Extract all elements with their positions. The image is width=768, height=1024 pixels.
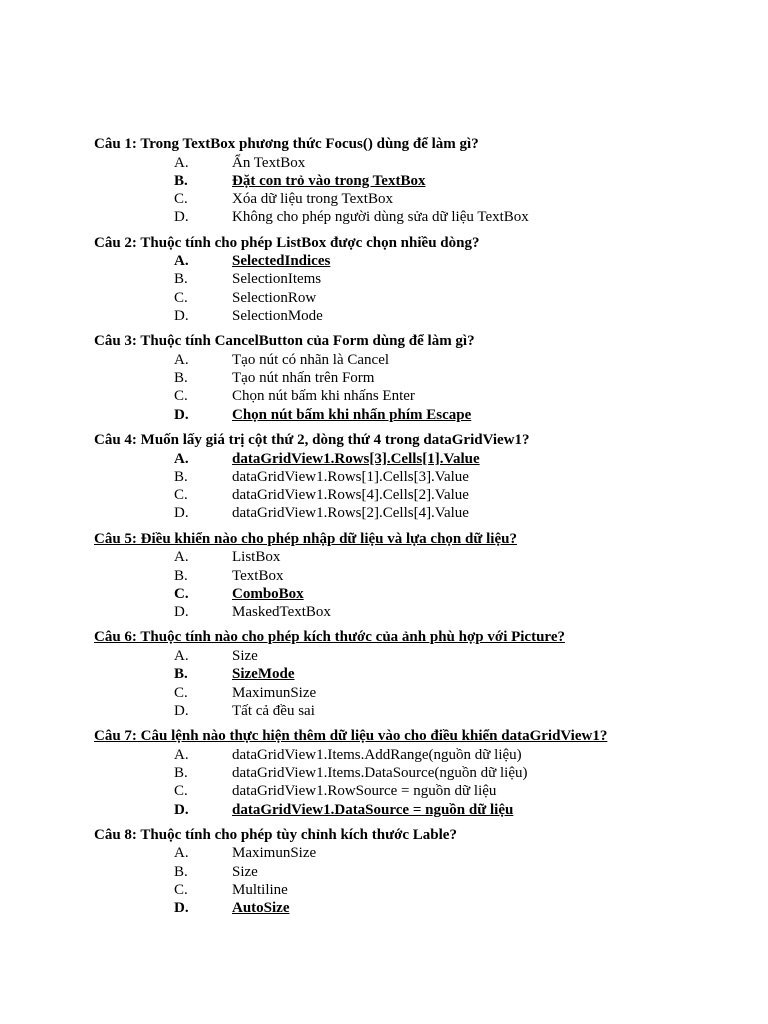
question-1 xyxy=(94,135,754,227)
option-letter: C. xyxy=(174,881,188,898)
question-title: Câu 8: Thuộc tính cho phép tùy chỉnh kích thước Lable? xyxy=(94,826,457,843)
option-text: dataGridView1.Rows[2].Cells[4].Value xyxy=(232,505,469,522)
answer-option xyxy=(94,585,754,603)
answer-option xyxy=(94,270,754,288)
option-text: dataGridView1.Items.AddRange(nguồn dữ liệu) xyxy=(232,746,522,763)
option-text: Tất cả đều sai xyxy=(232,702,315,719)
answer-option xyxy=(94,289,754,307)
question-title: Câu 6: Thuộc tính nào cho phép kích thước của ảnh phù hợp với Picture? xyxy=(94,629,565,646)
option-text: Tạo nút nhấn trên Form xyxy=(232,370,375,387)
option-text: dataGridView1.RowSource = nguồn dữ liệu xyxy=(232,783,497,800)
option-text: Chọn nút bấm khi nhấn phím Escape xyxy=(232,406,472,423)
option-text: Tạo nút có nhãn là Cancel xyxy=(232,351,390,368)
option-text: TextBox xyxy=(232,567,284,584)
option-letter: D. xyxy=(174,900,189,917)
option-letter: B. xyxy=(174,370,188,387)
option-text: SizeMode xyxy=(232,666,295,683)
answer-option xyxy=(94,548,754,566)
option-letter: A. xyxy=(174,154,189,171)
option-text: dataGridView1.Items.DataSource(nguồn dữ liệu) xyxy=(232,764,528,781)
option-letter: B. xyxy=(174,271,188,288)
option-letter: D. xyxy=(174,406,189,423)
option-letter: B. xyxy=(174,764,188,781)
option-letter: C. xyxy=(174,585,189,602)
option-letter: C. xyxy=(174,289,188,306)
option-text: MaskedTextBox xyxy=(232,604,331,621)
option-text: SelectionMode xyxy=(232,308,323,325)
option-text: SelectedIndices xyxy=(232,253,331,270)
option-letter: A. xyxy=(174,253,189,270)
option-list xyxy=(94,252,754,325)
option-text: MaximunSize xyxy=(232,684,317,701)
option-list xyxy=(94,746,754,819)
option-letter: B. xyxy=(174,567,188,584)
question-8 xyxy=(94,826,754,918)
answer-option xyxy=(94,881,754,899)
option-letter: C. xyxy=(174,487,188,504)
answer-option xyxy=(94,351,754,369)
option-letter: A. xyxy=(174,450,189,467)
option-letter: B. xyxy=(174,666,188,683)
option-text: Xóa dữ liệu trong TextBox xyxy=(232,191,393,208)
option-text: ComboBox xyxy=(232,585,304,602)
question-6 xyxy=(94,628,754,720)
option-text: dataGridView1.Rows[3].Cells[1].Value xyxy=(232,450,480,467)
option-list xyxy=(94,647,754,720)
option-text: Không cho phép người dùng sửa dữ liệu TextBox xyxy=(232,209,529,226)
question-list xyxy=(94,135,754,925)
option-text: SelectionItems xyxy=(232,271,322,288)
answer-option xyxy=(94,665,754,683)
option-letter: B. xyxy=(174,863,188,880)
answer-option xyxy=(94,486,754,504)
answer-option xyxy=(94,603,754,621)
option-letter: D. xyxy=(174,801,189,818)
answer-option xyxy=(94,208,754,226)
option-letter: D. xyxy=(174,604,189,621)
answer-option xyxy=(94,899,754,917)
option-text: dataGridView1.Rows[1].Cells[3].Value xyxy=(232,468,469,485)
option-letter: D. xyxy=(174,702,189,719)
answer-option xyxy=(94,154,754,172)
answer-option xyxy=(94,307,754,325)
question-4 xyxy=(94,431,754,523)
option-letter: B. xyxy=(174,172,188,189)
option-list xyxy=(94,548,754,621)
answer-option xyxy=(94,406,754,424)
answer-option xyxy=(94,450,754,468)
option-letter: A. xyxy=(174,549,189,566)
answer-option xyxy=(94,172,754,190)
option-letter: C. xyxy=(174,388,188,405)
answer-option xyxy=(94,647,754,665)
answer-option xyxy=(94,863,754,881)
option-letter: D. xyxy=(174,308,189,325)
answer-option xyxy=(94,252,754,270)
option-text: dataGridView1.DataSource = nguồn dữ liệu xyxy=(232,801,514,818)
option-letter: C. xyxy=(174,783,188,800)
answer-option xyxy=(94,369,754,387)
option-list xyxy=(94,450,754,523)
answer-option xyxy=(94,387,754,405)
option-text: dataGridView1.Rows[4].Cells[2].Value xyxy=(232,487,469,504)
answer-option xyxy=(94,684,754,702)
option-text: Size xyxy=(232,647,258,664)
option-text: Chọn nút bấm khi nhấns Enter xyxy=(232,388,415,405)
option-text: Size xyxy=(232,863,258,880)
answer-option xyxy=(94,782,754,800)
answer-option xyxy=(94,801,754,819)
question-5 xyxy=(94,530,754,622)
option-text: AutoSize xyxy=(232,900,290,917)
answer-option xyxy=(94,504,754,522)
question-title: Câu 3: Thuộc tính CancelButton của Form dùng để làm gì? xyxy=(94,333,475,350)
answer-option xyxy=(94,764,754,782)
option-letter: A. xyxy=(174,746,189,763)
question-2 xyxy=(94,234,754,326)
option-text: Ẩn TextBox xyxy=(232,154,306,171)
option-text: ListBox xyxy=(232,549,281,566)
option-list xyxy=(94,844,754,917)
answer-option xyxy=(94,746,754,764)
answer-option xyxy=(94,190,754,208)
option-letter: D. xyxy=(174,209,189,226)
question-title: Câu 5: Điều khiển nào cho phép nhập dữ liệu và lựa chọn dữ liệu? xyxy=(94,530,517,547)
option-letter: D. xyxy=(174,505,189,522)
option-letter: A. xyxy=(174,351,189,368)
question-3 xyxy=(94,332,754,424)
answer-option xyxy=(94,468,754,486)
answer-option xyxy=(94,567,754,585)
option-text: SelectionRow xyxy=(232,289,317,306)
answer-option xyxy=(94,702,754,720)
option-letter: B. xyxy=(174,468,188,485)
option-text: Multiline xyxy=(232,881,288,898)
option-list xyxy=(94,154,754,227)
option-letter: C. xyxy=(174,191,188,208)
answer-option xyxy=(94,844,754,862)
question-7 xyxy=(94,727,754,819)
option-list xyxy=(94,351,754,424)
option-letter: C. xyxy=(174,684,188,701)
option-text: Đặt con trỏ vào trong TextBox xyxy=(232,172,426,189)
option-letter: A. xyxy=(174,647,189,664)
option-text: MaximunSize xyxy=(232,845,317,862)
question-title: Câu 1: Trong TextBox phương thức Focus() dùng để làm gì? xyxy=(94,136,479,152)
option-letter: A. xyxy=(174,845,189,862)
question-title: Câu 7: Câu lệnh nào thực hiện thêm dữ liệu vào cho điều khiển dataGridView1? xyxy=(94,728,608,745)
question-title: Câu 2: Thuộc tính cho phép ListBox được chọn nhiều dòng? xyxy=(94,234,480,251)
question-title: Câu 4: Muốn lấy giá trị cột thứ 2, dòng thứ 4 trong dataGridView1? xyxy=(94,432,530,449)
